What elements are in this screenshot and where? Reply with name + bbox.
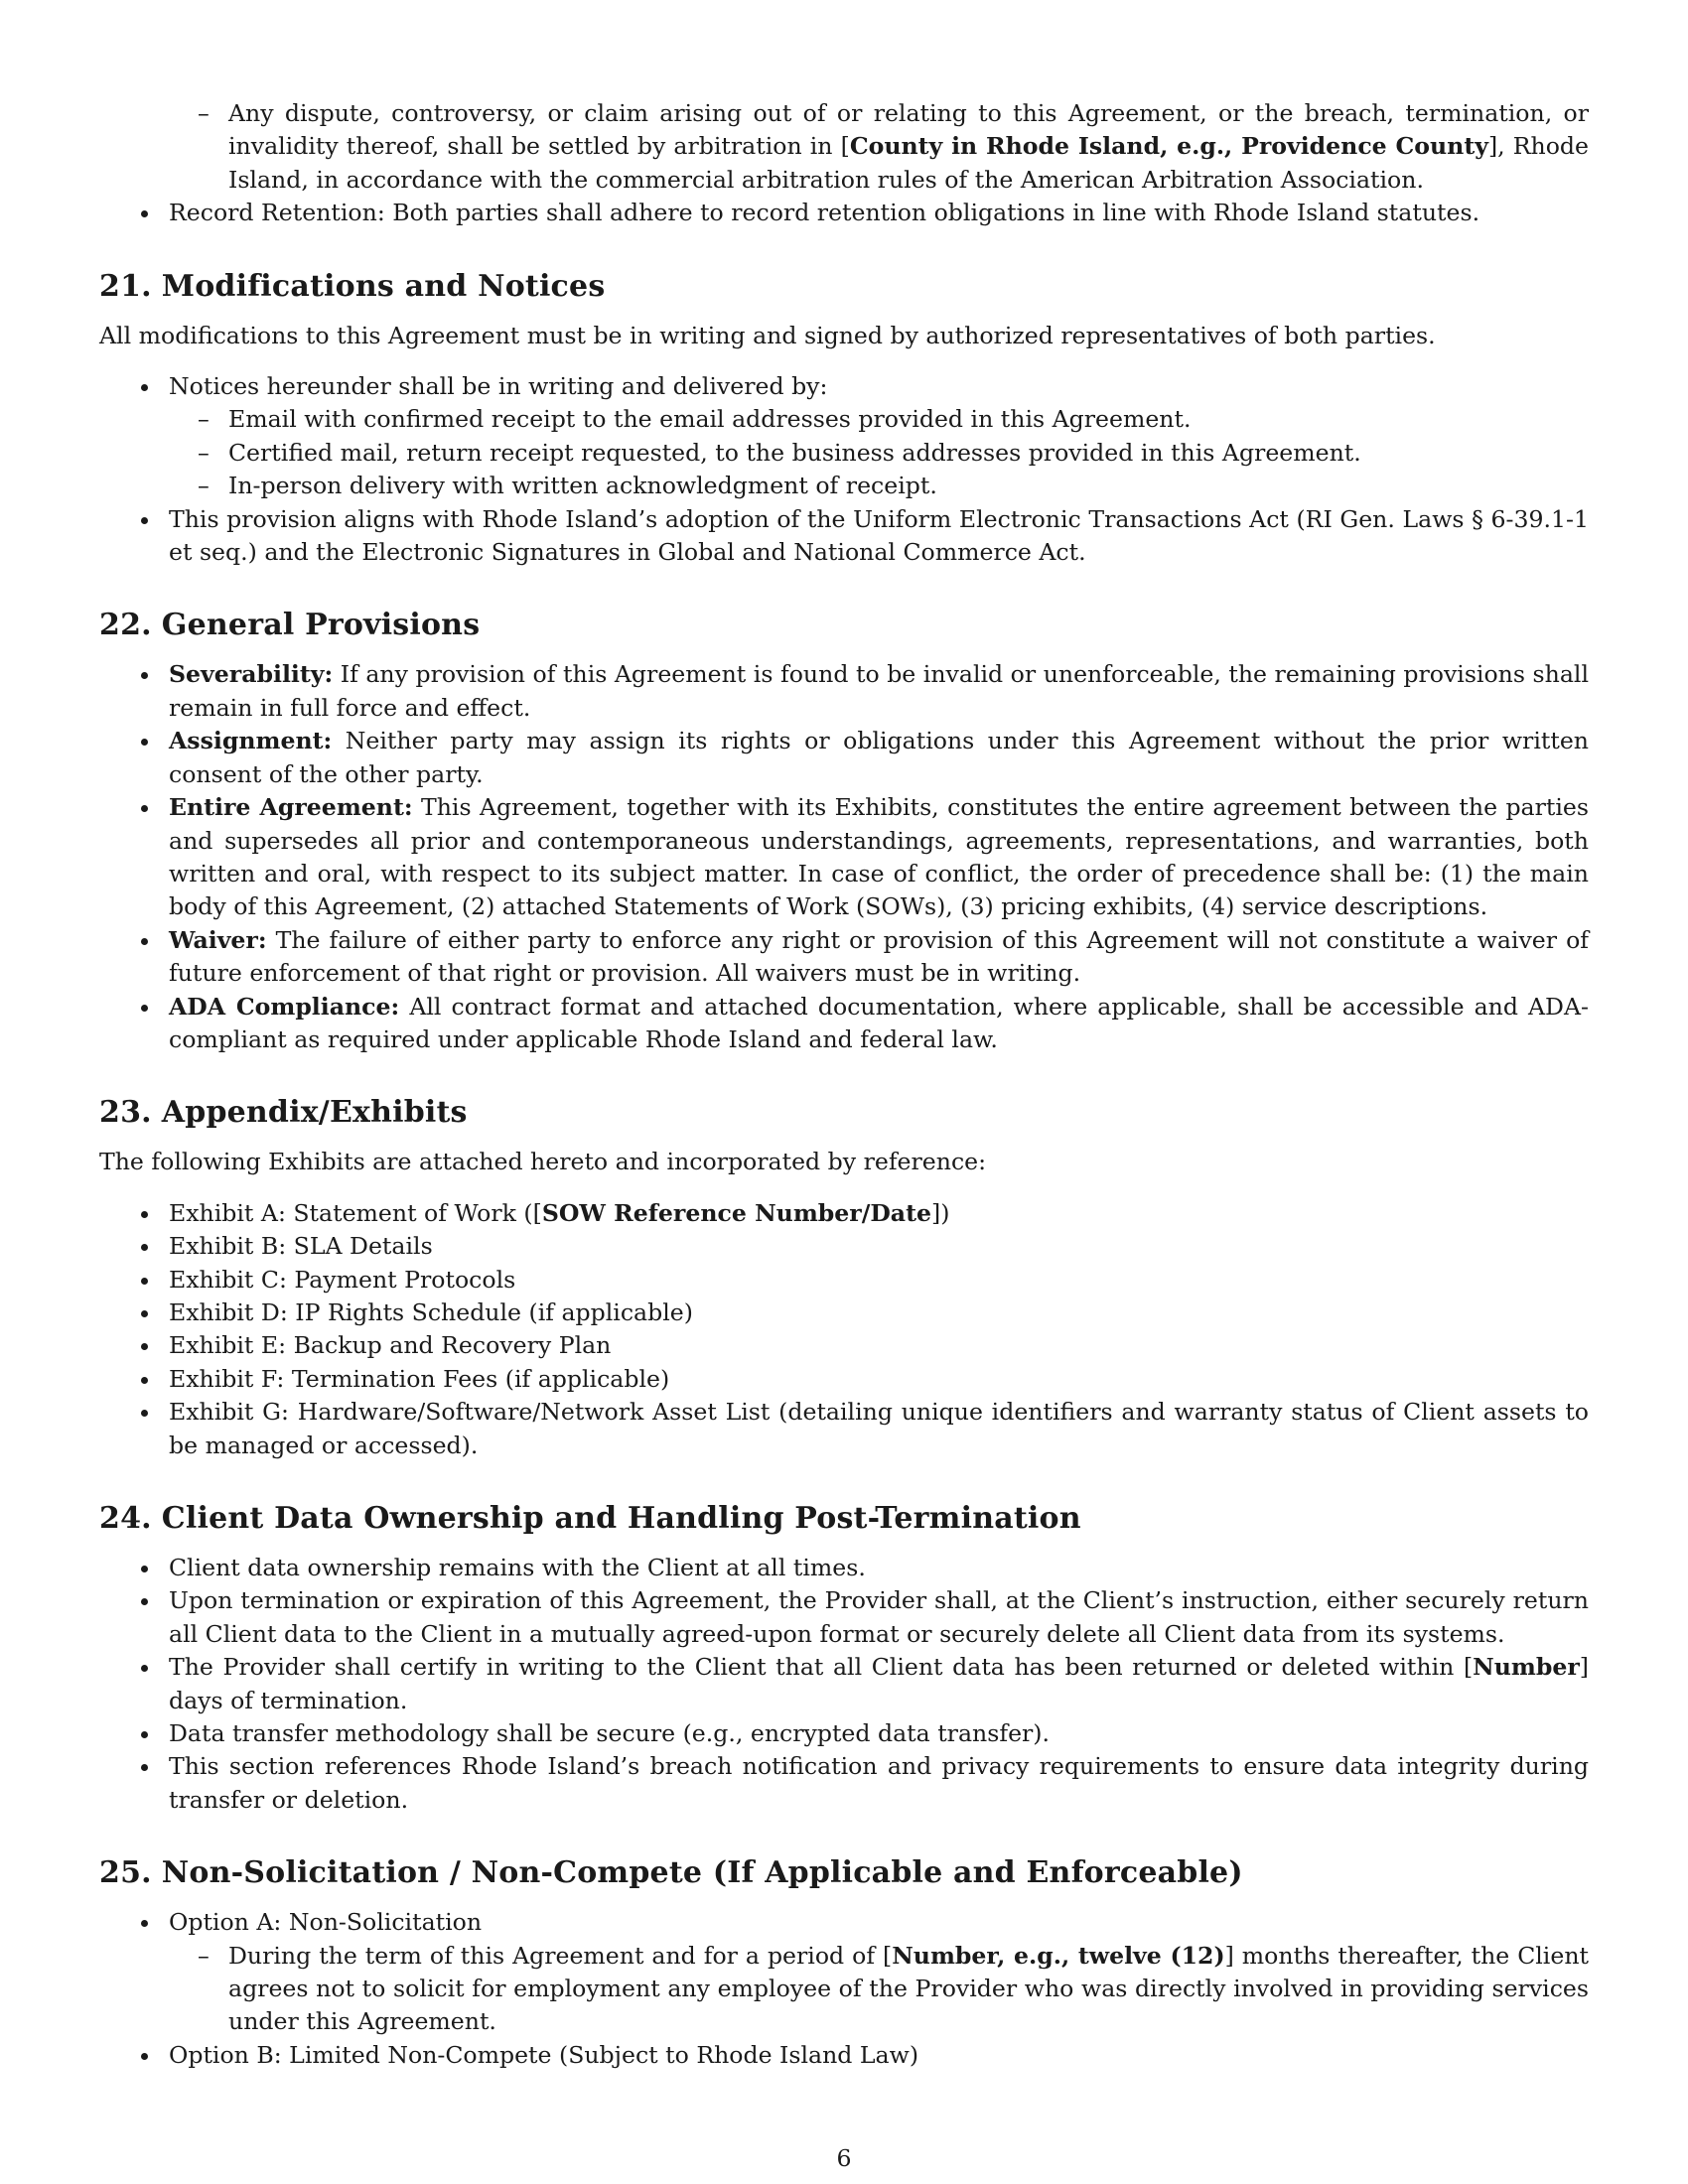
exhibit-list xyxy=(99,1197,1589,1462)
record-retention-item: Record Retention: Both parties shall adhere to record retention obligations in line with Rhode Island statutes. xyxy=(99,197,1589,229)
section-24-heading: 24. Client Data Ownership and Handling Post-Termination xyxy=(99,1501,1081,1536)
exhibit-e-item: Exhibit E: Backup and Recovery Plan xyxy=(99,1329,1589,1362)
section-22-list xyxy=(99,658,1589,1056)
section-23-heading: 23. Appendix/Exhibits xyxy=(99,1095,468,1131)
data-return-item: Upon termination or expiration of this Agreement, the Provider shall, at the Client’s instruction, either securely return all Client data to the Client in a mutually agreed-upon format or securely delete all Client data from its systems. xyxy=(99,1584,1589,1651)
data-certification-item: The Provider shall certify in writing to the Client that all Client data has been returned or deleted within [Number] days of termination. xyxy=(99,1651,1589,1717)
section-24-list xyxy=(99,1552,1589,1817)
exhibit-f-item: Exhibit F: Termination Fees (if applicable) xyxy=(99,1363,1589,1396)
waiver-item: Waiver: The failure of either party to enforce any right or provision of this Agreement will not constitute a waiver of future enforcement of that right or provision. All waivers must be in writing. xyxy=(99,924,1589,991)
breach-notification-item: This section references Rhode Island’s breach notification and privacy requirements to ensure data integrity during transfer or deletion. xyxy=(99,1750,1589,1817)
non-solicitation-clause: – During the term of this Agreement and for a period of [Number, e.g., twelve (12)] months thereafter, the Client agrees not to solicit for employment any employee of the Provider who was directly involved in providing services under this Agreement. xyxy=(99,1940,1589,2039)
section-21-heading: 21. Modifications and Notices xyxy=(99,268,606,304)
data-ownership-item: Client data ownership remains with the Client at all times. xyxy=(99,1552,1589,1584)
arbitration-clause: – Any dispute, controversy, or claim arising out of or relating to this Agreement, or the breach, termination, or invalidity thereof, shall be settled by arbitration in [County in Rhode Island, e.g., Providence County], Rhode Island, in accordance with the commercial arbitration rules of the American Arbitration Association. xyxy=(99,97,1589,197)
notice-method-email: – Email with confirmed receipt to the email addresses provided in this Agreement. xyxy=(99,403,1589,436)
exhibit-c-item: Exhibit C: Payment Protocols xyxy=(99,1264,1589,1297)
exhibit-b-item: Exhibit B: SLA Details xyxy=(99,1230,1589,1263)
severability-item: Severability: If any provision of this Agreement is found to be invalid or unenforceable, the remaining provisions shall remain in full force and effect. xyxy=(99,658,1589,725)
section-25-list xyxy=(99,1906,1589,2072)
ada-compliance-item: ADA Compliance: All contract format and attached documentation, where applicable, shall be accessible and ADA-compliant as required under applicable Rhode Island and federal law. xyxy=(99,991,1589,1057)
data-transfer-item: Data transfer methodology shall be secure (e.g., encrypted data transfer). xyxy=(99,1717,1589,1750)
ueta-alignment-item: This provision aligns with Rhode Island’s adoption of the Uniform Electronic Transactions Act (RI Gen. Laws § 6-39.1-1 et seq.) and the Electronic Signatures in Global and National Commerce Act. xyxy=(99,503,1589,570)
section-21-intro: All modifications to this Agreement must be in writing and signed by authorized representatives of both parties. xyxy=(99,321,1436,349)
entire-agreement-item: Entire Agreement: This Agreement, together with its Exhibits, constitutes the entire agreement between the parties and supersedes all prior and contemporaneous understandings, agreements, representations, and warranties, both written and oral, with respect to its subject matter. In case of conflict, the order of precedence shall be: (1) the main body of this Agreement, (2) attached Statements of Work (SOWs), (3) pricing exhibits, (4) service descriptions. xyxy=(99,791,1589,924)
section-21-list xyxy=(99,370,1589,569)
exhibit-d-item: Exhibit D: IP Rights Schedule (if applicable) xyxy=(99,1297,1589,1329)
record-retention-list xyxy=(99,197,1589,229)
notice-method-mail: – Certified mail, return receipt requested, to the business addresses provided in this Agreement. xyxy=(99,437,1589,470)
document-page xyxy=(99,97,1589,2072)
exhibit-a-item: Exhibit A: Statement of Work ([SOW Reference Number/Date]) xyxy=(99,1197,1589,1230)
exhibit-g-item: Exhibit G: Hardware/Software/Network Asset List (detailing unique identifiers and warranty status of Client assets to be managed or accessed). xyxy=(99,1396,1589,1462)
section-22-heading: 22. General Provisions xyxy=(99,608,481,643)
option-b-item: Option B: Limited Non-Compete (Subject to Rhode Island Law) xyxy=(99,2039,1589,2072)
assignment-item: Assignment: Neither party may assign its rights or obligations under this Agreement without the prior written consent of the other party. xyxy=(99,725,1589,791)
arbitration-list xyxy=(99,97,1589,197)
notice-method-in-person: – In-person delivery with written acknowledgment of receipt. xyxy=(99,470,1589,502)
section-25-heading: 25. Non-Solicitation / Non-Compete (If Applicable and Enforceable) xyxy=(99,1855,1243,1891)
notices-item: Notices hereunder shall be in writing and delivered by: xyxy=(99,370,1589,403)
section-23-intro: The following Exhibits are attached hereto and incorporated by reference: xyxy=(99,1148,987,1176)
page-number: 6 xyxy=(836,2144,852,2172)
option-a-item: Option A: Non-Solicitation xyxy=(99,1906,1589,1939)
